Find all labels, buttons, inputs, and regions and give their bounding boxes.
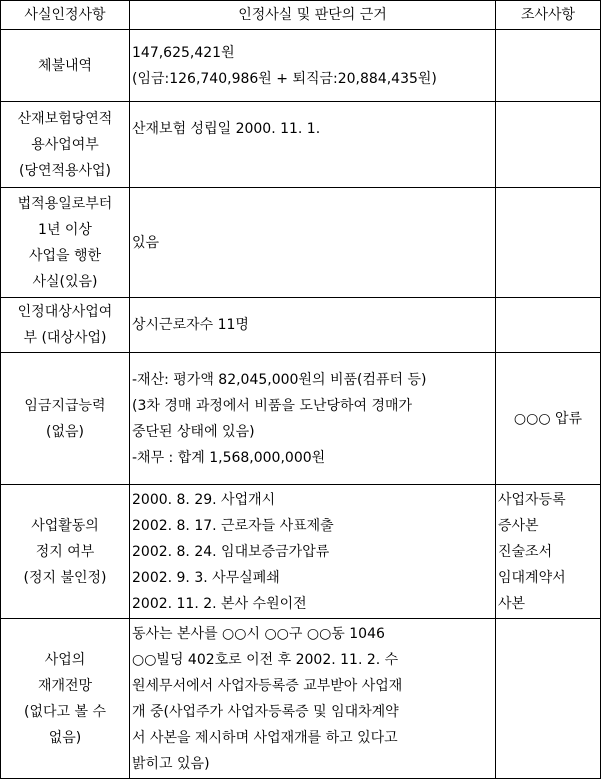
item-label: 재개전망: [37, 677, 93, 694]
item-label: 1년 이상: [38, 221, 92, 238]
content-line: 동사는 본사를 ○○시 ○○구 ○○동 1046: [132, 625, 385, 642]
item-label: 체불내역: [37, 57, 93, 74]
item-label: 정지 여부: [35, 543, 95, 560]
item-label: 부 (대상사업): [23, 330, 107, 346]
content-line: 서 사본을 제시하며 사업재개를 하고 있다고: [132, 729, 398, 746]
investigation-line: 사본: [498, 595, 526, 612]
content-line: (임금:126,740,986원 + 퇴직금:20,884,435원): [132, 70, 437, 87]
row-duration: [1, 188, 601, 298]
investigation-cell: [496, 188, 601, 298]
header-facts: 인정사실 및 판단의 근거: [130, 1, 496, 30]
content-line: 2002. 11. 2. 본사 수원이전: [132, 595, 307, 612]
row-suspension: [1, 485, 601, 619]
item-label: (정지 불인정): [23, 569, 107, 586]
investigation-line: ○○○ 압류: [513, 410, 583, 427]
item-label: 법적용일로부터: [17, 195, 113, 212]
item-label: 용사업여부: [31, 136, 99, 153]
investigation-cell: [496, 30, 601, 102]
item-label: (없음): [46, 423, 84, 440]
item-cell: [1, 485, 130, 619]
content-cell: [130, 485, 496, 619]
item-label: 사실(있음): [32, 273, 98, 290]
investigation-cell: [496, 298, 601, 353]
item-cell: [1, 188, 130, 298]
investigation-line: 사업자등록: [498, 491, 566, 508]
item-cell: [1, 30, 130, 102]
investigation-line: 진술조서: [498, 543, 553, 560]
content-line: 산재보험 성립일 2000. 11. 1.: [132, 121, 321, 137]
investigation-cell: [496, 353, 601, 485]
content-line: 2000. 8. 29. 사업개시: [132, 491, 276, 508]
item-label: (당연적용사업): [18, 162, 112, 179]
investigation-line: 임대계약서: [498, 569, 566, 586]
header-row: [1, 1, 601, 30]
content-cell: [130, 30, 496, 102]
item-label: 임금지급능력: [24, 397, 106, 414]
content-cell: [130, 353, 496, 485]
item-label: 사업활동의: [31, 517, 99, 534]
header-investigation: 조사사항: [496, 1, 601, 30]
content-line: 2002. 8. 17. 근로자들 사표제출: [132, 517, 334, 534]
item-label: 산재보험당연적: [17, 110, 113, 127]
item-label: 인정대상사업여: [17, 304, 113, 320]
content-line: ○○빌딩 402호로 이전 후 2002. 11. 2. 수: [132, 651, 399, 668]
content-cell: [130, 102, 496, 188]
row-resumption: [1, 619, 601, 779]
content-cell: [130, 298, 496, 353]
content-line: -재산: 평가액 82,045,000원의 비품(컴퓨터 등): [132, 371, 427, 388]
content-line: 중단된 상태에 있음): [132, 423, 255, 440]
item-label: 없음): [48, 729, 82, 746]
content-cell: [130, 619, 496, 779]
row-eligible: [1, 298, 601, 353]
content-line: -채무 : 합계 1,568,000,000원: [132, 449, 326, 466]
header-item: 사실인정사항: [1, 1, 130, 30]
investigation-line: 증사본: [498, 517, 539, 534]
content-line: 상시근로자수 11명: [132, 317, 249, 333]
row-arrears: [1, 30, 601, 102]
item-label: (없다고 볼 수: [24, 703, 106, 720]
item-label: 사업의: [44, 651, 86, 668]
item-cell: [1, 102, 130, 188]
content-line: 2002. 8. 24. 임대보증금가압류: [132, 543, 330, 560]
content-line: 개 중(사업주가 사업자등록증 및 임대차계약: [132, 703, 399, 720]
content-line: (3차 경매 과정에서 비품을 도난당하여 경매가: [132, 397, 413, 414]
item-cell: [1, 298, 130, 353]
content-line: 원세무서에서 사업자등록증 교부받아 사업재: [132, 677, 403, 694]
content-line: 147,625,421원: [132, 44, 235, 61]
item-label: 사업을 행한: [28, 247, 102, 264]
investigation-cell: [496, 485, 601, 619]
investigation-cell: [496, 102, 601, 188]
content-cell: [130, 188, 496, 298]
investigation-cell: [496, 619, 601, 779]
content-line: 있음: [132, 234, 160, 251]
item-cell: [1, 353, 130, 485]
item-cell: [1, 619, 130, 779]
row-insurance: [1, 102, 601, 188]
content-line: 밝히고 있음): [132, 755, 210, 772]
content-line: 2002. 9. 3. 사무실폐쇄: [132, 569, 280, 586]
row-capacity: [1, 353, 601, 485]
